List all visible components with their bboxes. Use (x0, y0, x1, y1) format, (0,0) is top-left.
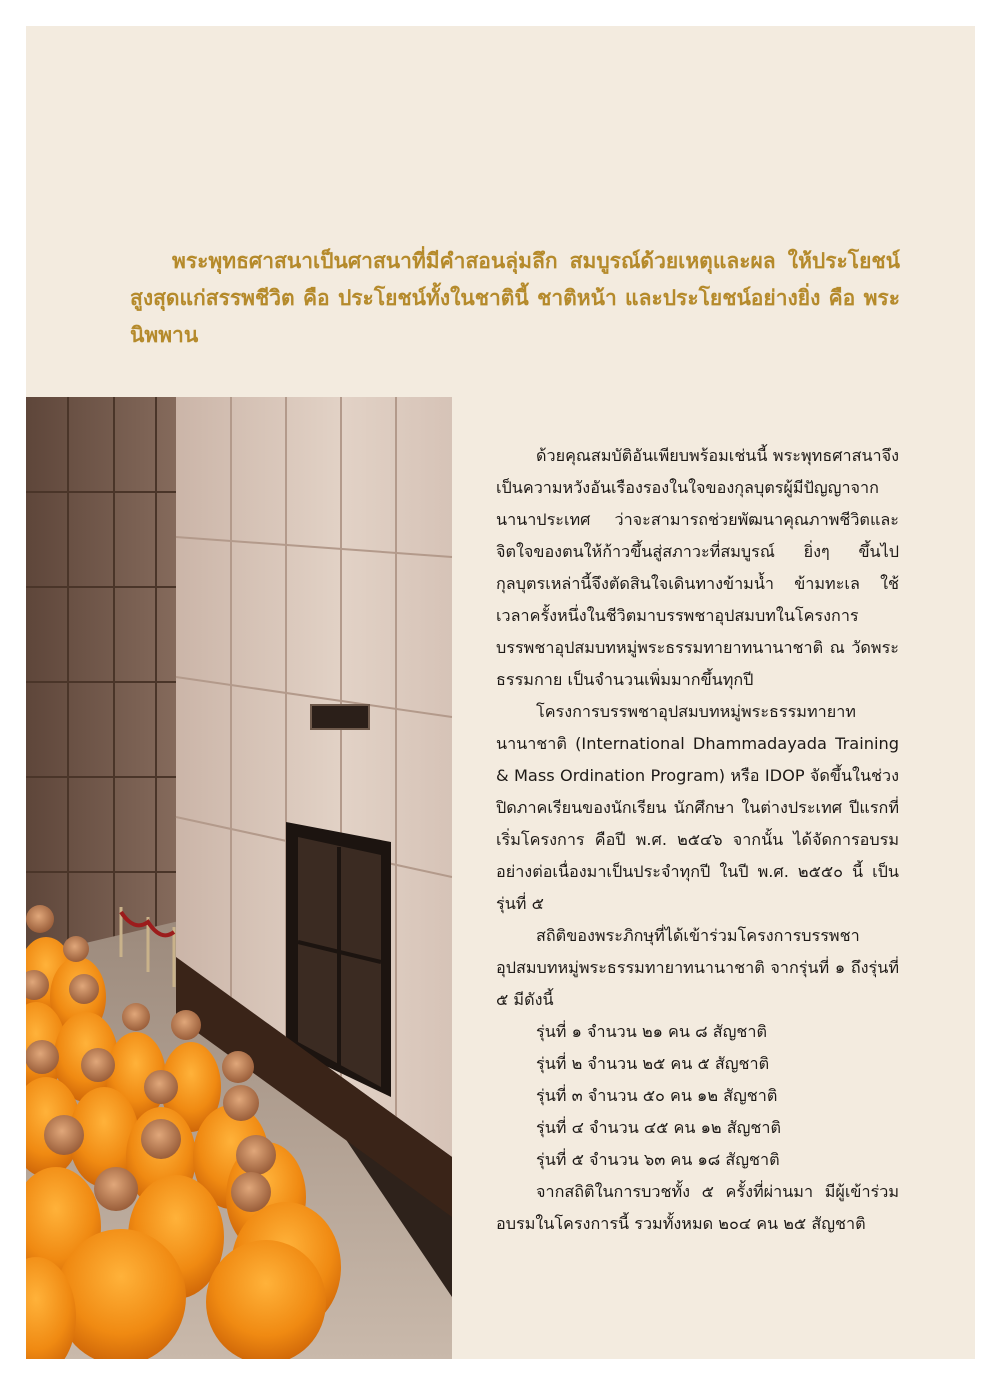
intro-headline (130, 243, 900, 354)
paragraph-text: โครงการบรรพชาอุปสมบทหมู่พระธรรมทายาทนานาชาติ (International Dhammadayada Training & Mass Ordination Program) หรือ IDOP จัดขึ้นในช่วงปิดภาคเรียนของนักเรียน นักศึกษา ในต่างประเทศ ปีแรกที่เริ่มโครงการ คือปี พ.ศ. ๒๕๔๖ จากนั้น ได้จัดการอบรมอย่างต่อเนื่องมาเป็นประจำทุกปี ในปี พ.ศ. ๒๕๕๐ นี้ เป็นรุ่นที่ ๕ (496, 702, 899, 913)
closing-text: จากสถิติในการบวชทั้ง ๕ ครั้งที่ผ่านมา มีผู้เข้าร่วมอบรมในโครงการนี้ รวมทั้งหมด ๒๐๔ คน ๒๕ สัญชาติ (496, 1182, 899, 1233)
paragraph (496, 440, 899, 696)
paragraph (496, 920, 899, 1016)
stats-row: รุ่นที่ ๓ จำนวน ๕๐ คน ๑๒ สัญชาติ (536, 1086, 778, 1105)
paragraph-text: ด้วยคุณสมบัติอันเพียบพร้อมเช่นนี้ พระพุทธศาสนาจึงเป็นความหวังอันเรืองรองในใจของกุลบุตรผู้มีปัญญาจากนานาประเทศ ว่าจะสามารถช่วยพัฒนาคุณภาพชีวิตและจิตใจของตนให้ก้าวขึ้นสู่สภาวะที่สมบูรณ์ ยิ่งๆ ขึ้นไป กุลบุตรเหล่านี้จึงตัดสินใจเดินทางข้ามน้ำ ข้ามทะเล ใช้เวลาครั้งหนึ่งในชีวิตมาบรรพชาอุปสมบทในโครงการบรรพชาอุปสมบทหมู่พระธรรมทายาทนานาชาติ ณ วัดพระธรรมกาย เป็นจำนวนเพิ่มมากขึ้นทุกปี (496, 446, 899, 689)
stats-row: รุ่นที่ ๑ จำนวน ๒๑ คน ๘ สัญชาติ (536, 1022, 767, 1041)
paragraph (496, 1176, 899, 1240)
monks-photo (26, 397, 452, 1359)
stats-row: รุ่นที่ ๒ จำนวน ๒๕ คน ๕ สัญชาติ (536, 1054, 770, 1073)
stats-row: รุ่นที่ ๔ จำนวน ๔๕ คน ๑๒ สัญชาติ (536, 1118, 781, 1137)
stats-row: รุ่นที่ ๕ จำนวน ๖๓ คน ๑๘ สัญชาติ (536, 1150, 780, 1169)
paragraph-text: สถิติของพระภิกษุที่ได้เข้าร่วมโครงการบรรพชาอุปสมบทหมู่พระธรรมทายาทนานาชาติ จากรุ่นที่ ๑ ถึงรุ่นที่ ๕ มีดังนี้ (496, 926, 899, 1009)
body-text-column (496, 440, 899, 1240)
paragraph (496, 696, 899, 920)
headline-text: พระพุทธศาสนาเป็นศาสนาที่มีคำสอนลุ่มลึก สมบูรณ์ด้วยเหตุและผล ให้ประโยชน์สูงสุดแก่สรรพชีวิต คือ ประโยชน์ทั้งในชาตินี้ ชาติหน้า และประโยชน์อย่างยิ่ง คือ พระนิพพาน (130, 249, 900, 347)
